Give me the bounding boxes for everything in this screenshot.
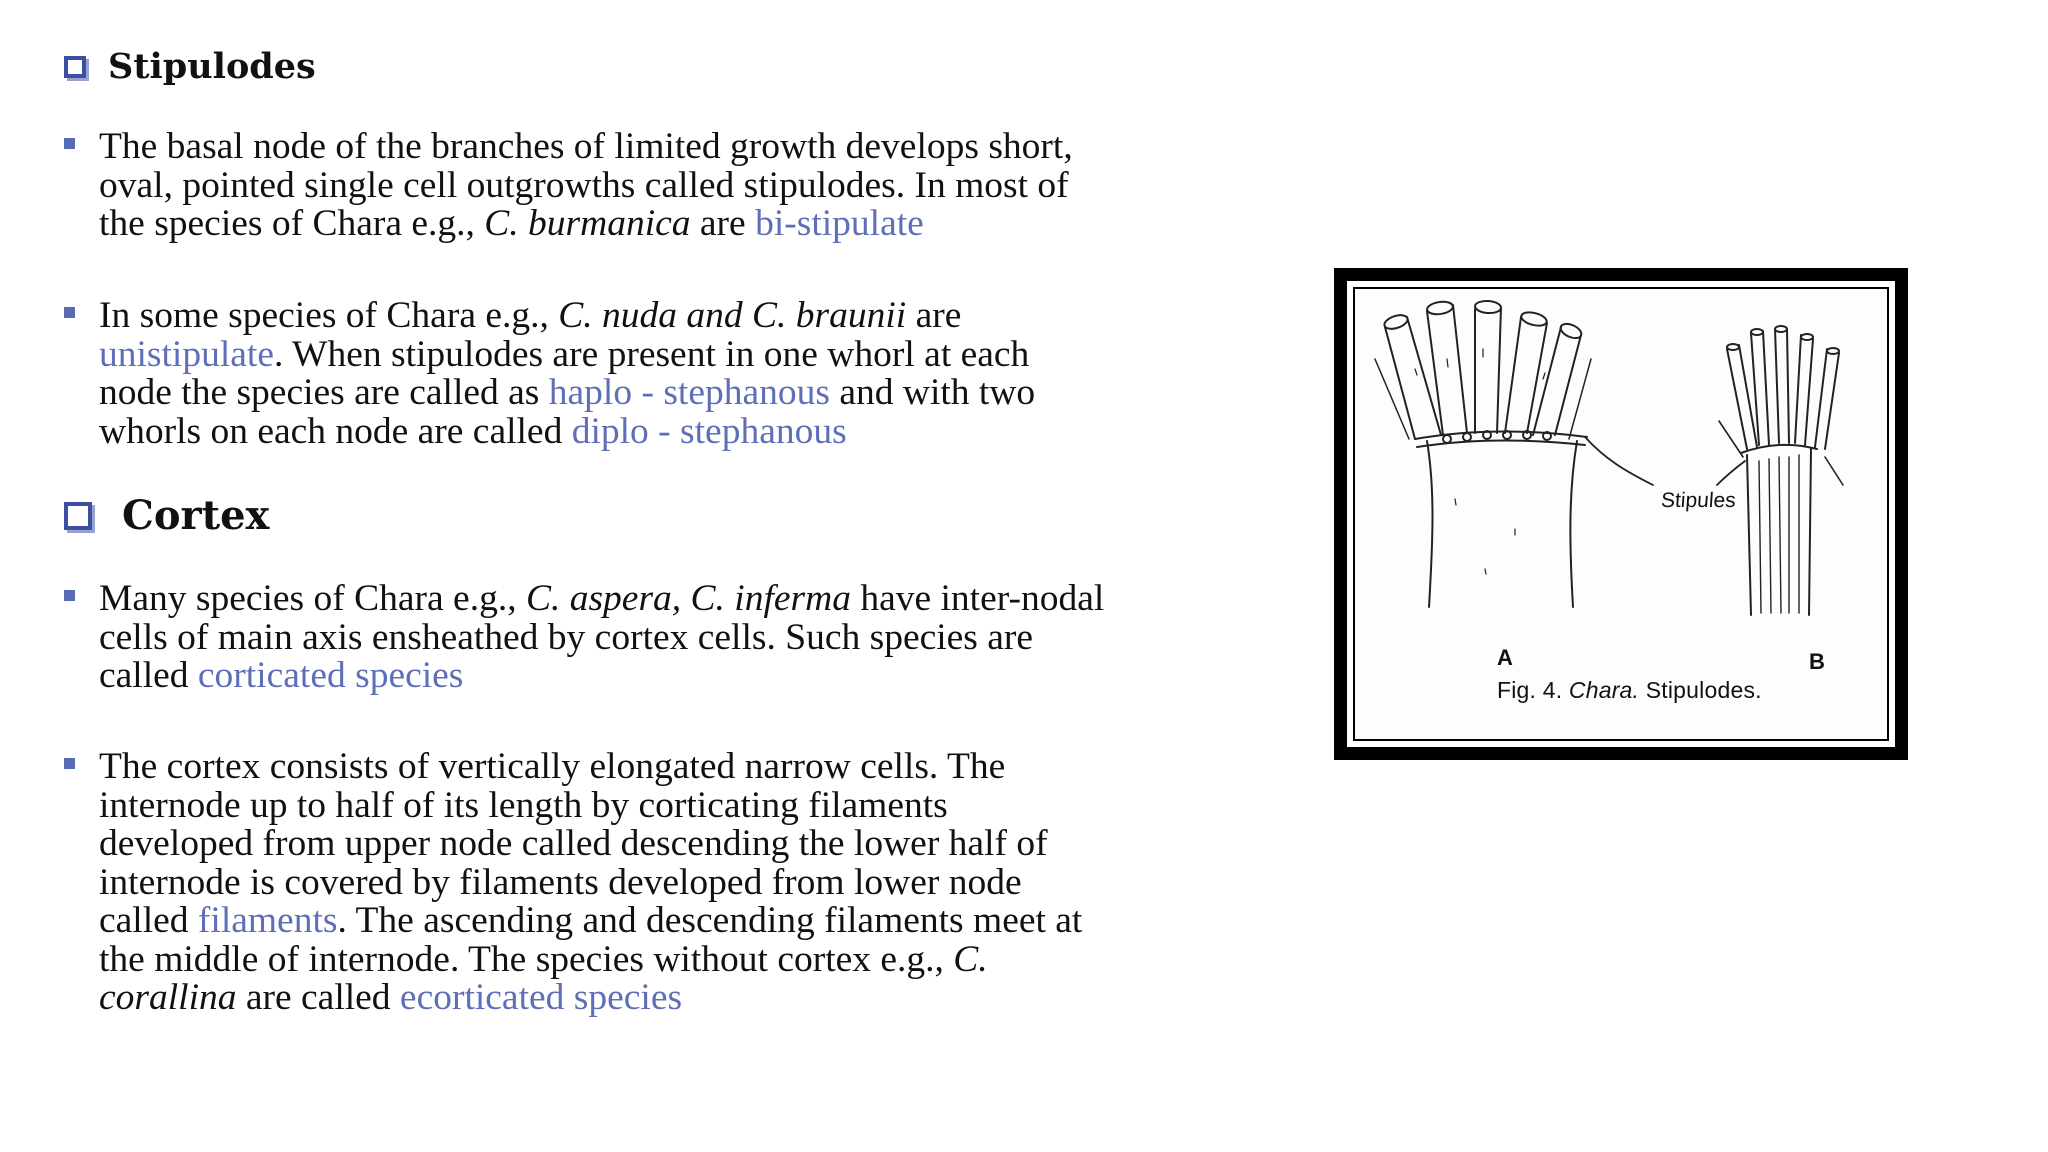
highlight-term: filaments xyxy=(197,900,338,941)
figure-caption xyxy=(1497,677,1762,704)
heading-cortex xyxy=(64,492,269,539)
figure-chara-stipulodes xyxy=(1334,268,1908,760)
text-run: are called xyxy=(236,977,400,1018)
bullet-stipulodes-basal-node xyxy=(64,128,1304,244)
text-run: The cortex consists of vertically elongated narrow cells. The internode up to half of its length by corticating filaments developed from upper node called descending the lower half of internode is covered by filaments developed from lower node called xyxy=(99,746,1048,941)
heading-stipulodes-text: Stipulodes xyxy=(108,46,316,87)
figure-frame xyxy=(1344,278,1898,750)
bullet-stipulodes-unistipulate xyxy=(64,297,1304,451)
square-bullet-icon xyxy=(64,758,75,769)
text-run: and with two whorls on each node are called xyxy=(99,372,1036,452)
figure-a-drawing xyxy=(1375,300,1653,607)
checkbox-bullet-icon xyxy=(64,502,92,530)
bullet-cortex-corticated xyxy=(64,580,1304,696)
figure-canvas xyxy=(1353,287,1889,741)
species-name: C. nuda and C. braunii xyxy=(558,295,907,336)
text-run: are xyxy=(690,203,756,244)
highlight-term: bi-stipulate xyxy=(755,203,924,244)
checkbox-bullet-icon xyxy=(64,56,86,78)
text-run: . The ascending and descending filaments meet at the middle of internode. The species without cortex e.g., xyxy=(99,900,1083,980)
heading-cortex-text: Cortex xyxy=(122,492,270,539)
figure-label-stipules: Stipules xyxy=(1660,489,1737,512)
text-run: Many species of Chara e.g., xyxy=(99,578,526,619)
heading-stipulodes xyxy=(64,46,316,87)
figure-label-a: A xyxy=(1497,645,1513,670)
highlight-term: diplo - stephanous xyxy=(571,410,847,452)
species-name: C. burmanica xyxy=(484,203,691,244)
bullet-text xyxy=(99,128,1304,244)
highlight-term: ecorticated species xyxy=(399,977,683,1018)
highlight-term: haplo - stephanous xyxy=(548,372,830,413)
figure-label-b: B xyxy=(1809,649,1825,674)
highlight-term: unistipulate xyxy=(99,333,274,375)
text-run: are xyxy=(915,295,962,336)
text-run: have inter-nodal cells of main axis ensheathed by cortex cells. Such species are called xyxy=(99,578,1105,696)
bullet-cortex-structure xyxy=(64,748,1304,1018)
square-bullet-icon xyxy=(64,590,75,601)
square-bullet-icon xyxy=(64,307,75,318)
caption-suffix: Stipulodes. xyxy=(1639,677,1762,703)
species-name: C. corallina xyxy=(99,938,988,1018)
text-run: The basal node of the branches of limited growth develops short, oval, pointed single cell outgrowths called stipulodes. In most of the species of Chara e.g., xyxy=(99,126,1073,244)
bullet-text xyxy=(99,297,1304,451)
bullet-text xyxy=(99,580,1304,696)
square-bullet-icon xyxy=(64,138,75,149)
caption-prefix: Fig. 4. xyxy=(1497,677,1569,703)
figure-b-drawing xyxy=(1717,326,1843,615)
bullet-text xyxy=(99,748,1304,1018)
text-run: In some species of Chara e.g., xyxy=(99,295,559,336)
caption-genus: Chara. xyxy=(1568,677,1640,703)
highlight-term: corticated species xyxy=(197,655,464,696)
text-run: . When stipulodes are present in one whorl at each node the species are called as xyxy=(99,333,1030,413)
species-name: C. aspera, C. inferma xyxy=(525,578,851,619)
